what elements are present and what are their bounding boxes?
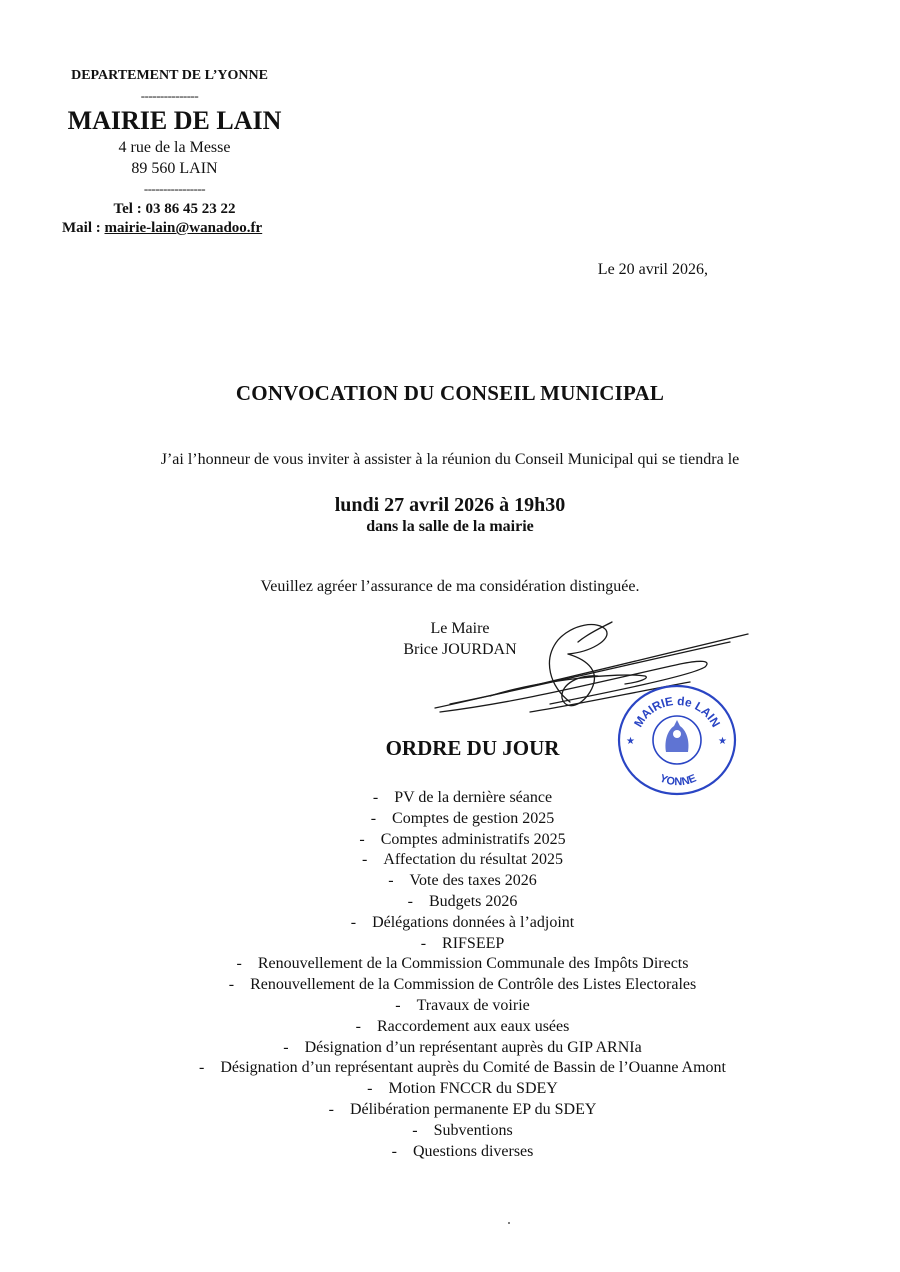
- agenda-item-dash: -: [236, 955, 242, 973]
- agenda-item-label: Questions diverses: [412, 1142, 534, 1160]
- town-hall-name: MAIRIE DE LAIN: [67, 106, 282, 135]
- agenda-item-dash: -: [350, 913, 357, 931]
- agenda-item: [0, 1121, 900, 1142]
- agenda-item-dash: -: [391, 1142, 397, 1160]
- agenda-item: [0, 850, 900, 871]
- address-line-1: 4 rue de la Messe: [118, 139, 231, 156]
- email-label: Mail :: [62, 220, 105, 236]
- meeting-date-time: lundi 27 avril 2026 à 19h30: [334, 494, 566, 516]
- closing-formula: Veuillez agréer l’assurance de ma considération distinguée.: [260, 578, 640, 595]
- agenda-item-label: Comptes de gestion 2025: [392, 809, 555, 827]
- header-separator: ----------------: [143, 181, 206, 196]
- agenda-item-dash: -: [372, 789, 379, 806]
- agenda-item: [0, 1038, 900, 1059]
- agenda-item-label: Affectation du résultat 2025: [383, 851, 563, 869]
- letter-date: Le 20 avril 2026,: [597, 261, 708, 278]
- agenda-item: [0, 809, 900, 830]
- agenda-item-dash: -: [359, 830, 365, 848]
- agenda-item-label: RIFSEEP: [442, 934, 505, 952]
- agenda-item-dash: -: [367, 1080, 373, 1098]
- agenda-item-dash: -: [199, 1059, 205, 1077]
- agenda-item-dash: -: [420, 934, 427, 952]
- agenda-item-dash: -: [412, 1121, 418, 1139]
- agenda-item-dash: -: [355, 1017, 361, 1035]
- agenda-item-label: Travaux de voirie: [416, 996, 530, 1014]
- stamp-bottom-text: YONNE: [657, 772, 699, 789]
- agenda-item-dash: -: [407, 892, 413, 910]
- agenda-item-dash: -: [228, 976, 235, 994]
- meeting-place: dans la salle de la mairie: [366, 518, 534, 535]
- agenda-item-dash: -: [328, 1100, 334, 1118]
- agenda-item-label: Budgets 2026: [428, 892, 518, 910]
- agenda-item-label: Désignation d’un représentant auprès du Comité de Bassin de l’Ouanne Amont: [220, 1059, 726, 1077]
- stamp-top-text: MAIRIE de LAIN: [631, 693, 723, 730]
- agenda-item: [0, 1100, 900, 1121]
- document-title: CONVOCATION DU CONSEIL MUNICIPAL: [235, 381, 665, 405]
- agenda-item-dash: -: [370, 809, 377, 827]
- agenda-item-label: Désignation d’un représentant auprès du GIP ARNIa: [304, 1038, 642, 1056]
- agenda-item-label: Délibération permanente EP du SDEY: [349, 1100, 597, 1118]
- department-heading: DEPARTEMENT DE L’YONNE: [71, 68, 268, 83]
- agenda-item: [0, 1142, 900, 1163]
- agenda-item-dash: -: [388, 872, 394, 890]
- stamp-star-icon: ★: [626, 736, 635, 747]
- agenda-item-label: Délégations données à l’adjoint: [372, 913, 575, 931]
- agenda-item: [0, 913, 900, 934]
- agenda-item-dash: -: [395, 996, 401, 1014]
- agenda-item-label: Subventions: [433, 1121, 513, 1139]
- phone-number: Tel : 03 86 45 23 22: [113, 201, 236, 217]
- agenda-item: [0, 1079, 900, 1100]
- agenda-item: [0, 788, 900, 809]
- stray-mark: [508, 1222, 510, 1224]
- agenda-item: [0, 892, 900, 913]
- agenda-title: ORDRE DU JOUR: [385, 736, 560, 760]
- agenda-item-label: Comptes administratifs 2025: [380, 830, 566, 848]
- invitation-text: J’ai l’honneur de vous inviter à assister à la réunion du Conseil Municipal qui se tiendra le: [160, 451, 740, 468]
- agenda-list: [0, 788, 900, 1162]
- agenda-item: [0, 975, 900, 996]
- agenda-item-label: Raccordement aux eaux usées: [376, 1017, 570, 1035]
- stamp-star-icon: ★: [718, 736, 727, 747]
- agenda-item-label: Renouvellement de la Commission Communale des Impôts Directs: [257, 955, 689, 973]
- header-separator: ---------------: [140, 88, 199, 103]
- agenda-item-label: Renouvellement de la Commission de Contrôle des Listes Electorales: [250, 976, 697, 994]
- agenda-item-label: Vote des taxes 2026: [409, 872, 537, 890]
- agenda-item-label: PV de la dernière séance: [394, 789, 553, 806]
- agenda-item: [0, 1017, 900, 1038]
- agenda-item-dash: -: [283, 1038, 289, 1056]
- email-link[interactable]: mairie-lain@wanadoo.fr: [104, 220, 263, 236]
- agenda-item: [0, 871, 900, 892]
- agenda-item-label: Motion FNCCR du SDEY: [388, 1080, 558, 1098]
- agenda-item: [0, 1058, 900, 1079]
- address-line-2: 89 560 LAIN: [131, 160, 218, 177]
- agenda-item: [0, 830, 900, 851]
- agenda-item-dash: -: [362, 851, 368, 869]
- email-line: [62, 220, 302, 237]
- agenda-item: [0, 996, 900, 1017]
- agenda-item: [0, 934, 900, 955]
- agenda-item: [0, 954, 900, 975]
- signer-title: Le Maire: [430, 620, 490, 637]
- signer-name: Brice JOURDAN: [403, 641, 517, 658]
